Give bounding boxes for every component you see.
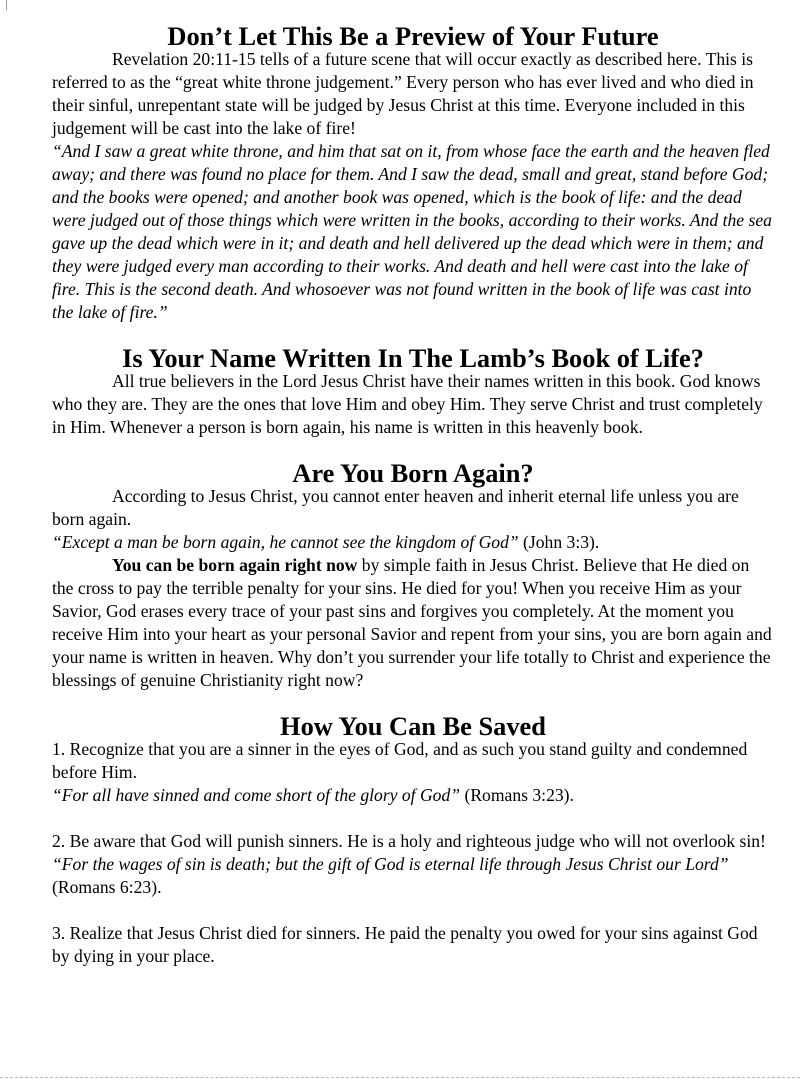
scripture-ref-romans-6-23: (Romans 6:23). — [52, 877, 162, 897]
step-3-text: 3. Realize that Jesus Christ died for sinners. He paid the penalty you owed for your sins against God by dying in your place. — [52, 923, 758, 966]
scripture-quote-romans-6-23: “For the wages of sin is death; but the gift of God is eternal life through Jesus Christ our Lord” — [52, 854, 729, 874]
page-corner-mark — [0, 0, 7, 10]
spacer — [52, 807, 774, 830]
section-body-book-of-life: All true believers in the Lord Jesus Christ have their names written in this book. God knows who they are. They are the ones that love Him and obey Him. They serve Christ and trust completely in Him. Whenever a person is born again, his name is written in this heavenly book. — [52, 371, 763, 437]
section-body-preview: Revelation 20:11-15 tells of a future scene that will occur exactly as described here. This is referred to as the “great white throne judgement.” Every person who has ever lived and who died in their sinful, unrepentant state will be judged by Jesus Christ at this time. Everyone included in this judgement will be cast into the lake of fire! — [52, 49, 754, 138]
section-title-preview: Don’t Let This Be a Preview of Your Future — [167, 21, 659, 51]
document-content — [52, 21, 774, 968]
scripture-quote-romans-3-23: “For all have sinned and come short of the glory of God” — [52, 785, 461, 805]
scripture-line-john — [52, 531, 774, 554]
spacer — [52, 899, 774, 922]
section-title-born-again: Are You Born Again? — [292, 458, 534, 488]
step-2-scripture — [52, 853, 774, 899]
section-body-born-again: According to Jesus Christ, you cannot enter heaven and inherit eternal life unless you are born again. — [52, 486, 739, 529]
emphasis-born-again-now: You can be born again right now — [112, 555, 358, 575]
section-title-book-of-life: Is Your Name Written In The Lamb’s Book of Life? — [122, 343, 704, 373]
step-1-scripture — [52, 784, 774, 807]
step-2-text: 2. Be aware that God will punish sinners. He is a holy and righteous judge who will not overlook sin! — [52, 831, 766, 851]
section-body-born-again-2 — [52, 554, 774, 692]
section-title-how-saved: How You Can Be Saved — [280, 711, 546, 741]
page-bottom-edge — [0, 1077, 800, 1078]
scripture-quote-revelation: “And I saw a great white throne, and him that sat on it, from whose face the earth and the heaven fled away; and there was found no place for them. And I saw the dead, small and great, stand before God; and the books were opened; and another book was opened, which is the book of life: and the dead were judged out of those things which were written in the books, according to their works. And the sea gave up the dead which were in it; and death and hell delivered up the dead which were in them; and they were judged every man according to their works. And death and hell were cast into the lake of fire. This is the second death. And whosoever was not found written in the book of life was cast into the lake of fire.” — [52, 141, 772, 322]
scripture-ref-romans-3-23: (Romans 3:23). — [460, 785, 574, 805]
section-body-born-again-2-text: by simple faith in Jesus Christ. Believe that He died on the cross to pay the terrible penalty for your sins. He died for you! When you receive Him as your Savior, God erases every trace of your past sins and forgives you completely. At the moment you receive Him into your heart as your personal Savior and repent from your sins, you are born again and your name is written in heaven. Why don’t you surrender your life totally to Christ and experience the blessings of genuine Christianity right now? — [52, 555, 772, 690]
scripture-quote-john: “Except a man be born again, he cannot see the kingdom of God” — [52, 532, 519, 552]
scripture-ref-john: (John 3:3). — [518, 532, 600, 552]
step-1-text: 1. Recognize that you are a sinner in the eyes of God, and as such you stand guilty and condemned before Him. — [52, 739, 748, 782]
